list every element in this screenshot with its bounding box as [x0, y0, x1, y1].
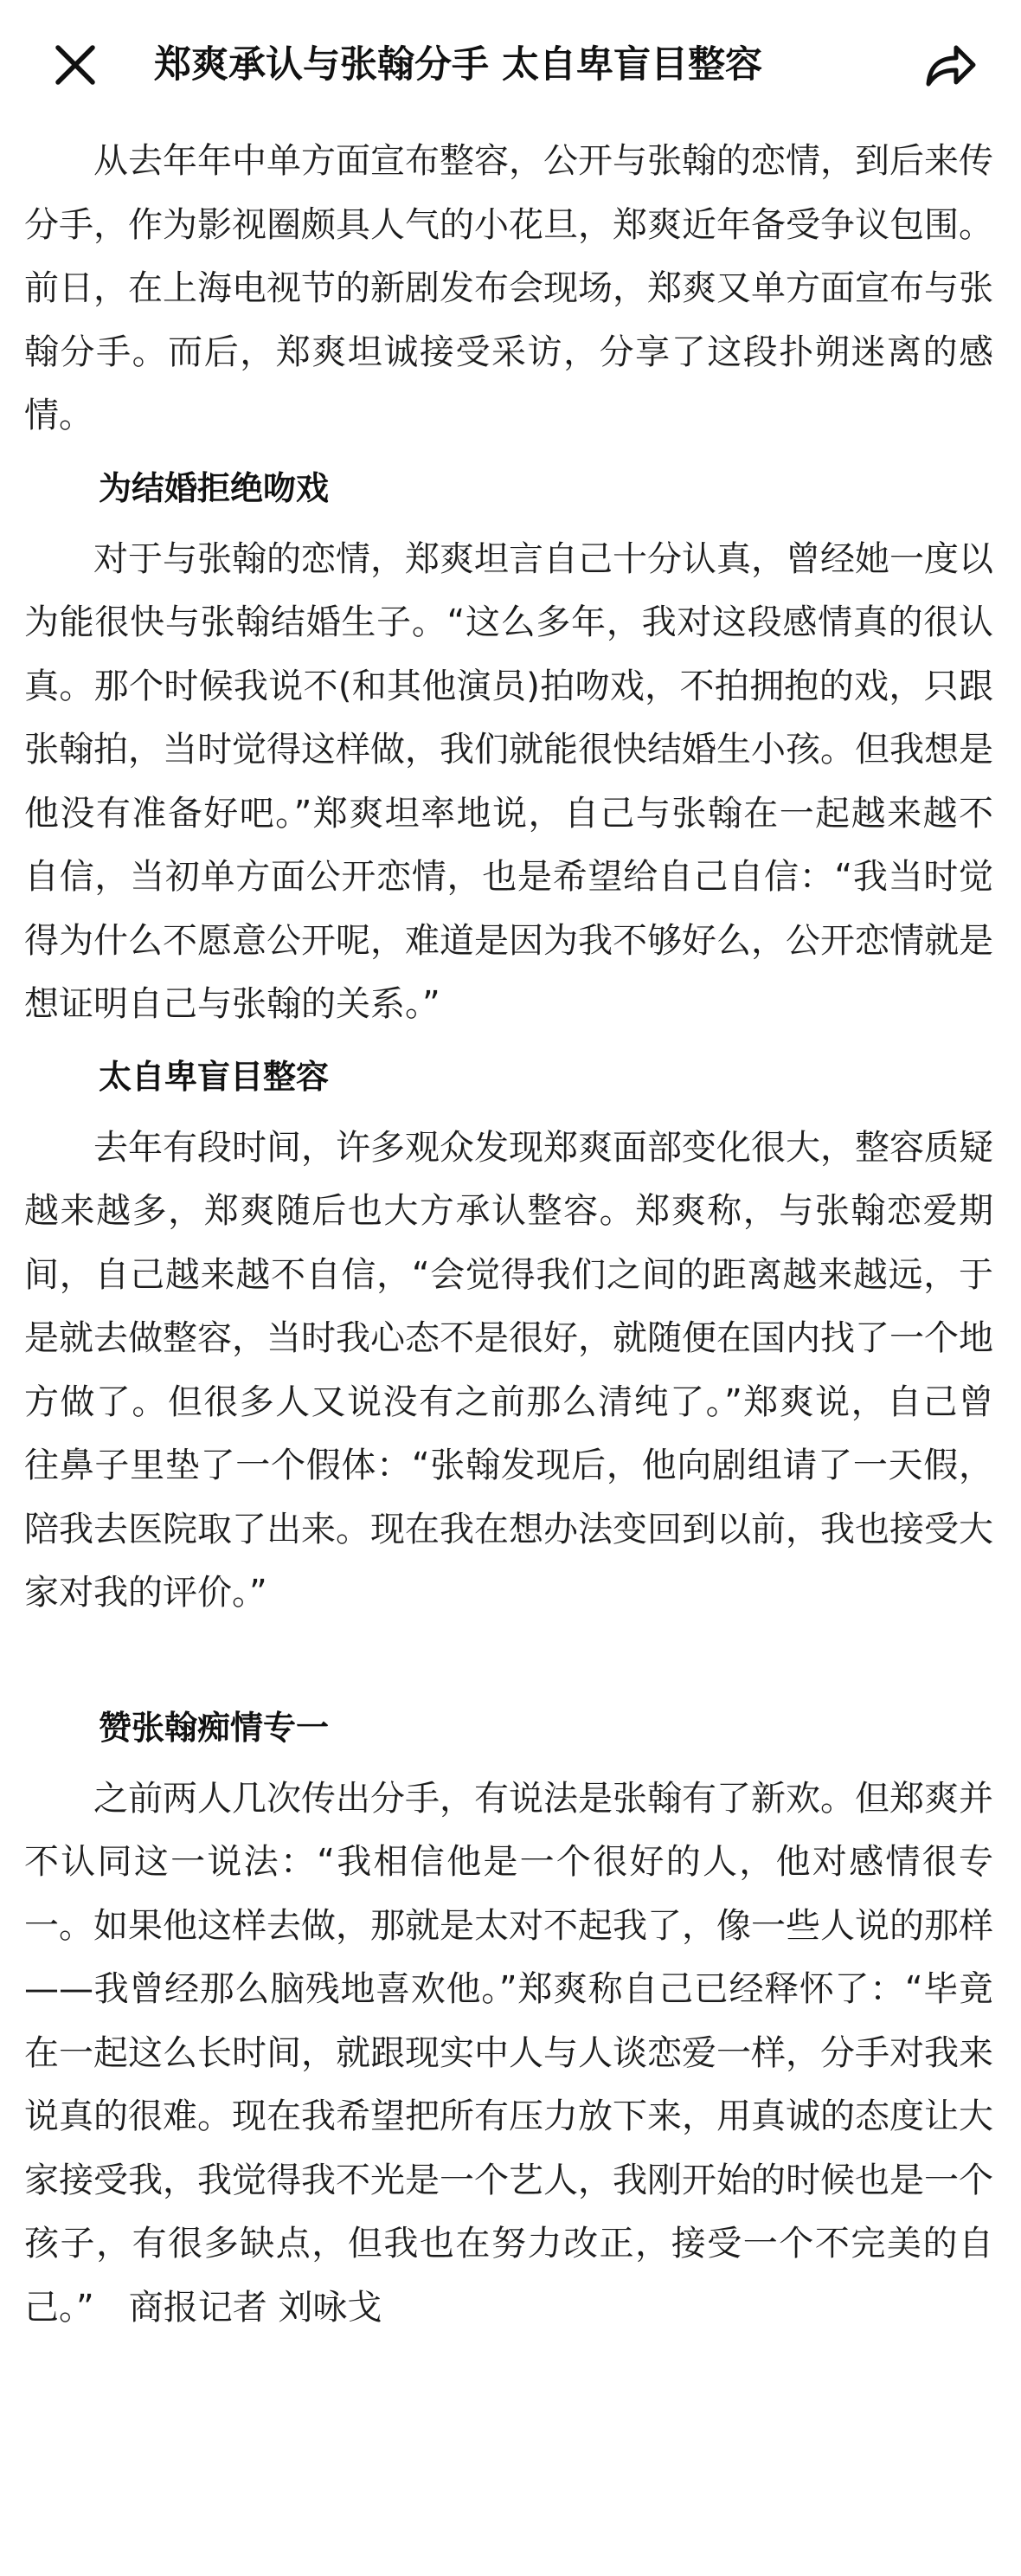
section-heading: 赞张翰痴情专一 [99, 1708, 330, 1747]
top-bar [0, 0, 1021, 130]
section-paragraph: 对于与张翰的恋情，郑爽坦言自己十分认真，曾经她一度以为能很快与张翰结婚生子。“这么多年，我对这段感情真的很认真。那个时候我说不(和其他演员)拍吻戏，不拍拥抱的戏，只跟张翰拍，当时觉得这样做，我们就能很快结婚生小孩。但我想是他没有准备好吧。”郑爽坦率地说，自己与张翰在一起越来越不自信，当初单方面公开恋情，也是希望给自己自信：“我当时觉得为什么不愿意公开呢，难道是因为我不够好么，公开恋情就是想证明自己与张翰的关系。” [24, 538, 993, 1024]
section-paragraph: 之前两人几次传出分手，有说法是张翰有了新欢。但郑爽并不认同这一说法：“我相信他是一个很好的人，他对感情很专一。如果他这样去做，那就是太对不起我了，像一些人说的那样——我曾经那么脑残地喜欢他。”郑爽称自己已经释怀了：“毕竟在一起这么长时间，就跟现实中人与人谈恋爱一样，分手对我来说真的很难。现在我希望把所有压力放下来，用真诚的态度让大家接受我，我觉得我不光是一个艺人，我刚开始的时候也是一个孩子，有很多缺点，但我也在努力改正，接受一个不完美的自己。” 商报记者 刘咏戈 [24, 1778, 993, 2328]
share-button[interactable] [915, 35, 985, 95]
section-heading: 为结婚拒绝吻戏 [99, 468, 330, 507]
close-button[interactable] [45, 35, 106, 95]
article-intro: 从去年年中单方面宣布整容，公开与张翰的恋情，到后来传分手，作为影视圈颇具人气的小花旦，郑爽近年备受争议包围。前日，在上海电视节的新剧发布会现场，郑爽又单方面宣布与张翰分手。而后，郑爽坦诚接受采访，分享了这段扑朔迷离的感情。 [24, 141, 993, 435]
close-icon [51, 41, 100, 89]
section-paragraph: 去年有段时间，许多观众发现郑爽面部变化很大，整容质疑越来越多，郑爽随后也大方承认整容。郑爽称，与张翰恋爱期间，自己越来越不自信，“会觉得我们之间的距离越来越远，于是就去做整容，当时我心态不是很好，就随便在国内找了一个地方做了。但很多人又说没有之前那么清纯了。”郑爽说，自己曾往鼻子里垫了一个假体：“张翰发现后，他向剧组请了一天假，陪我去医院取了出来。现在我在想办法变回到以前，我也接受大家对我的评价。” [24, 1127, 993, 1613]
page-title: 郑爽承认与张翰分手 太自卑盲目整容 [154, 43, 762, 87]
section-heading: 太自卑盲目整容 [99, 1057, 330, 1096]
section-spacer [24, 1626, 993, 1688]
share-arrow-icon [921, 41, 979, 89]
article-body [24, 130, 993, 2340]
